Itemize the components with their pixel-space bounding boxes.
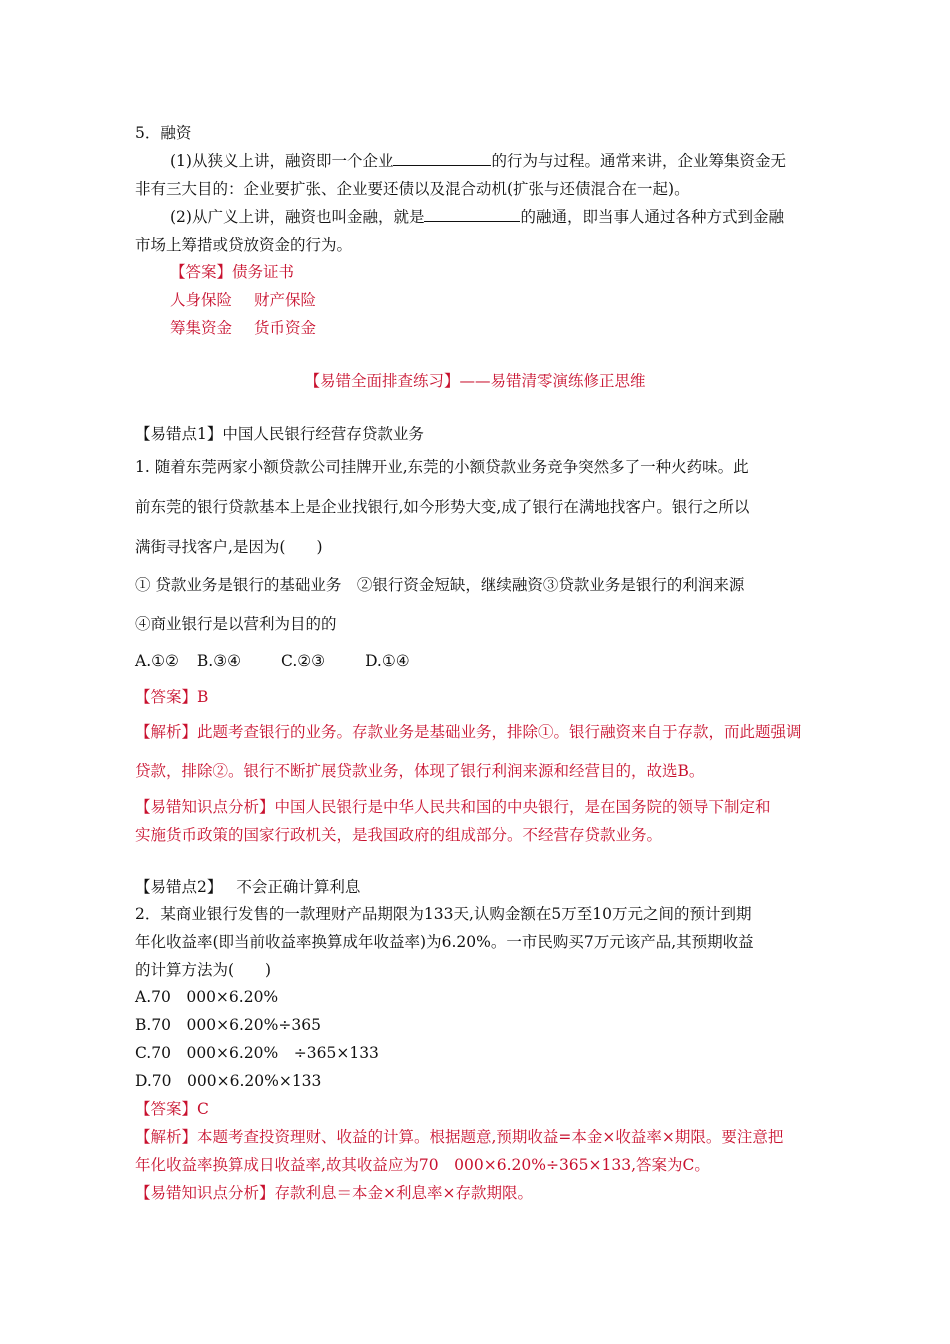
q5-p2-text-b: 的融通，即当事人通过各种方式到金融 [520, 208, 784, 226]
q5-answer-3b: 货币资金 [254, 319, 317, 337]
q5-p2-text-a: (2)从广义上讲，融资也叫金融，就是 [170, 208, 425, 226]
e2-option-a: A.70 000×6.20% [135, 988, 279, 1006]
e2-analysis-line-2: 年化收益率换算成日收益率,故其收益应为70 000×6.20%÷365×133,答案为C。 [135, 1156, 710, 1174]
section-title: 【易错全面排查练习】——易错清零演练修正思维 [304, 372, 646, 390]
q5-p1-text-a: (1)从狭义上讲，融资即一个企业 [170, 152, 394, 170]
q5-answer-2b: 财产保险 [254, 291, 317, 309]
e1-options-line-2: ④商业银行是以营利为目的的 [135, 615, 337, 633]
e1-question-line-3: 满街寻找客户,是因为( ) [135, 538, 323, 556]
q5-answer-line-2 [170, 290, 316, 310]
e1-options-line-1: ① 贷款业务是银行的基础业务 ②银行资金短缺，继续融资③贷款业务是银行的利润来源 [135, 576, 745, 594]
e2-point-text: 不会正确计算利息 [236, 878, 361, 896]
q5-paragraph-2-line-2: 市场上筹措或贷放资金的行为。 [135, 236, 353, 254]
q5-answer-1: 债务证书 [232, 263, 295, 281]
e2-question-line-3: 的计算方法为( ) [135, 961, 272, 979]
e1-analysis-line-2: 贷款，排除②。银行不断扩展贷款业务，体现了银行利润来源和经营目的，故选B。 [135, 762, 705, 780]
q5-answer-line-1 [170, 262, 294, 282]
e1-knowledge-line-1: 【易错知识点分析】中国人民银行是中华人民共和国的中央银行，是在国务院的领导下制定和 [135, 798, 771, 816]
fill-blank-1 [393, 151, 491, 166]
e2-point-heading [135, 877, 360, 897]
e2-option-c: C.70 000×6.20% ÷365×133 [135, 1044, 379, 1062]
e2-question-line-1: 2．某商业银行发售的一款理财产品期限为133天,认购金额在5万至10万元之间的预计到期 [135, 905, 752, 923]
e1-choice-a: A.①② [135, 652, 179, 670]
e1-knowledge-line-2: 实施货币政策的国家行政机关，是我国政府的组成部分。不经营存贷款业务。 [135, 826, 663, 844]
e1-choice-b: B.③④ [196, 652, 242, 670]
q5-answer-2a: 人身保险 [170, 291, 233, 309]
e1-question-line-2: 前东莞的银行贷款基本上是企业找银行,如今形势大变,成了银行在满地找客户。银行之所以 [135, 498, 750, 516]
e1-choice-d: D.①④ [365, 652, 410, 670]
e1-choices [135, 651, 410, 671]
q5-paragraph-1-line-1 [170, 151, 786, 171]
e2-option-d: D.70 000×6.20%×133 [135, 1072, 322, 1090]
q5-answer-3a: 筹集资金 [170, 319, 233, 337]
e1-point-heading: 【易错点1】中国人民银行经营存贷款业务 [135, 425, 424, 443]
q5-answer-label: 【答案】 [170, 263, 233, 281]
e2-analysis-line-1: 【解析】本题考查投资理财、收益的计算。根据题意,预期收益=本金×收益率×期限。要注意把 [135, 1128, 784, 1146]
q5-p1-text-b: 的行为与过程。通常来讲，企业筹集资金无 [491, 152, 786, 170]
e2-knowledge-point: 【易错知识点分析】存款利息＝本金×利息率×存款期限。 [135, 1184, 533, 1202]
e1-question-line-1: 1. 随着东莞两家小额贷款公司挂牌开业,东莞的小额贷款业务竞争突然多了一种火药味。此 [135, 458, 749, 476]
e1-analysis-line-1: 【解析】此题考查银行的业务。存款业务是基础业务，排除①。银行融资来自于存款，而此题强调 [135, 723, 802, 741]
q5-paragraph-1-line-2: 非有三大目的：企业要扩张、企业要还债以及混合动机(扩张与还债混合在一起)。 [135, 180, 690, 198]
e2-option-b: B.70 000×6.20%÷365 [135, 1016, 321, 1034]
e2-answer: 【答案】C [135, 1100, 209, 1118]
e1-answer: 【答案】B [135, 688, 209, 706]
e2-question-line-2: 年化收益率(即当前收益率换算成年收益率)为6.20%。一市民购买7万元该产品,其预期收益 [135, 933, 754, 951]
e2-point-label: 【易错点2】 [135, 878, 223, 896]
fill-blank-2 [424, 207, 520, 222]
e1-choice-c: C.②③ [281, 652, 326, 670]
q5-heading: 5．融资 [135, 124, 192, 142]
q5-paragraph-2-line-1 [170, 207, 784, 227]
q5-answer-line-3 [170, 318, 316, 338]
